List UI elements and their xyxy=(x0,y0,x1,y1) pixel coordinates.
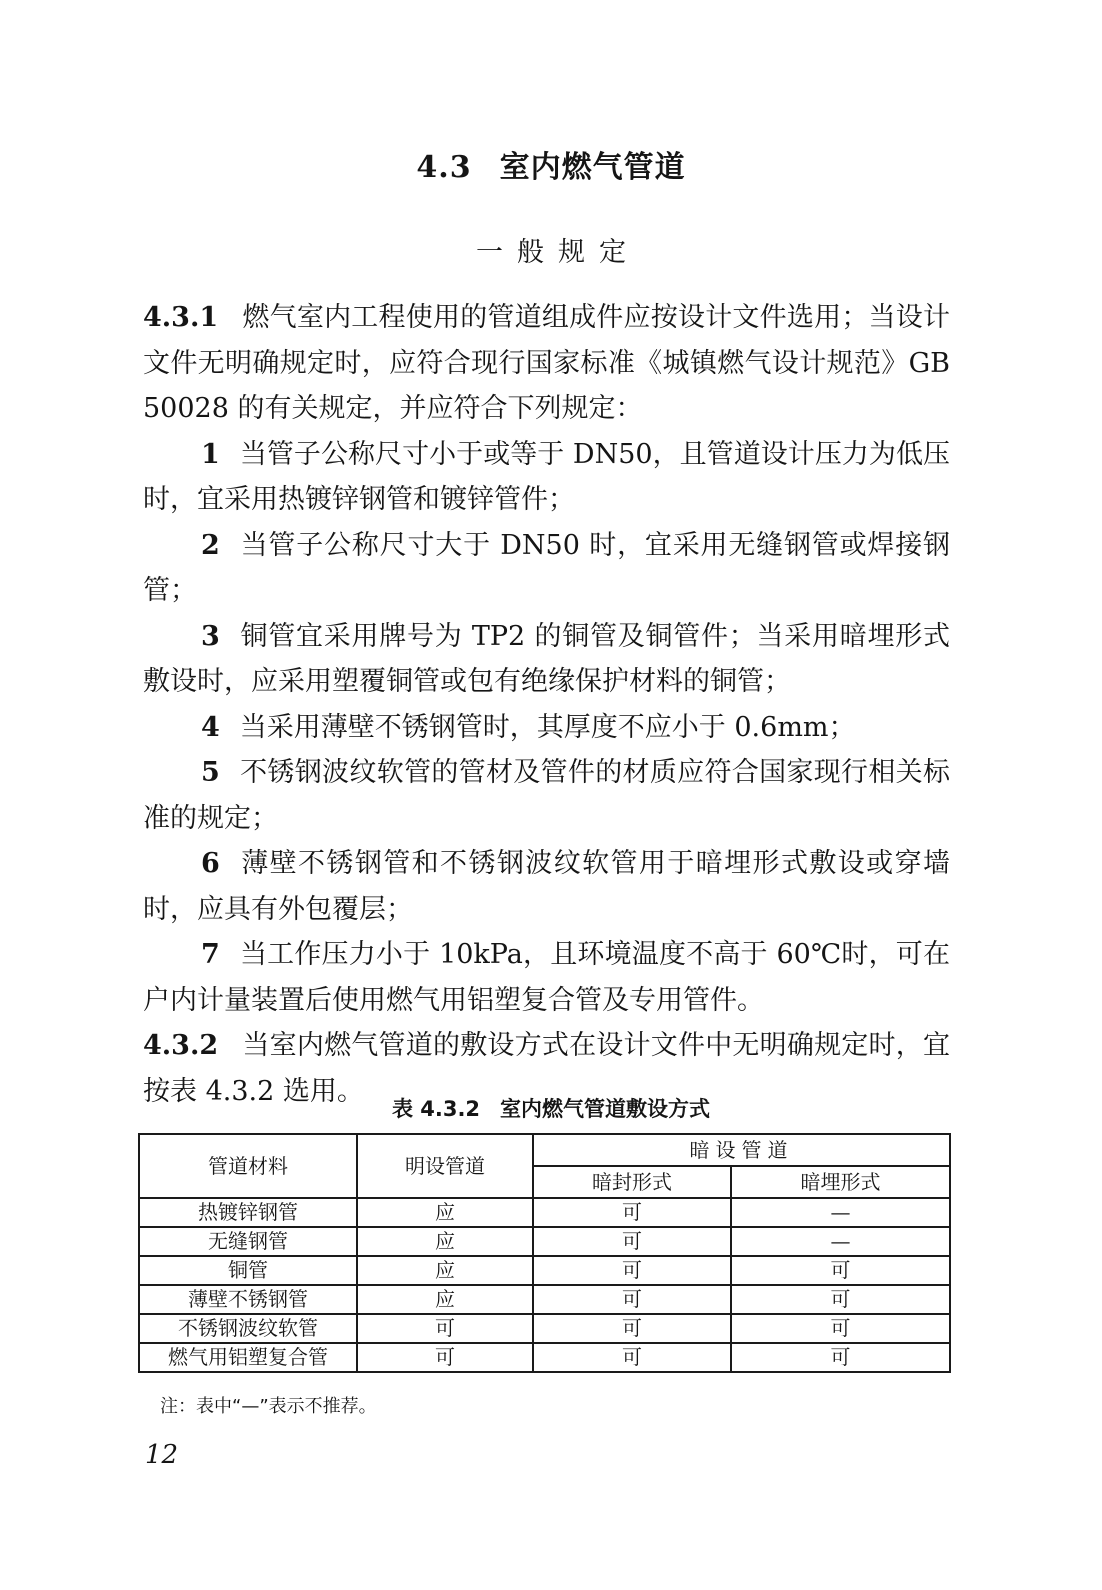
header-concealed: 暗设管道 xyxy=(533,1134,950,1166)
cell-sealed: 可 xyxy=(533,1256,731,1285)
item-number: 1 xyxy=(201,438,220,470)
cell-material: 无缝钢管 xyxy=(139,1227,357,1256)
body-text xyxy=(143,295,950,1114)
cell-exposed: 应 xyxy=(357,1285,533,1314)
clause-number: 4.3.1 xyxy=(143,302,219,333)
cell-material: 薄壁不锈钢管 xyxy=(139,1285,357,1314)
cell-material: 热镀锌钢管 xyxy=(139,1198,357,1227)
cell-sealed: 可 xyxy=(533,1314,731,1343)
list-item xyxy=(143,432,950,523)
clause-text: 当室内燃气管道的敷设方式在设计文件中无明确规定时，宜按表 4.3.2 选用。 xyxy=(143,1030,950,1107)
item-text: 铜管宜采用牌号为 TP2 的铜管及铜管件；当采用暗埋形式敷设时，应采用塑覆铜管或包有绝缘保护材料的铜管； xyxy=(143,620,950,697)
item-text: 当采用薄壁不锈钢管时，其厚度不应小于 0.6mm； xyxy=(239,711,856,743)
cell-sealed: 可 xyxy=(533,1198,731,1227)
cell-buried: — xyxy=(731,1198,950,1227)
table-row xyxy=(139,1314,950,1343)
list-item xyxy=(143,841,950,932)
cell-sealed: 可 xyxy=(533,1227,731,1256)
table-row xyxy=(139,1227,950,1256)
table-caption xyxy=(0,1093,1102,1123)
cell-sealed: 可 xyxy=(533,1343,731,1372)
section-number: 4.3 xyxy=(416,150,472,185)
cell-material: 燃气用铝塑复合管 xyxy=(139,1343,357,1372)
item-text: 当管子公称尺寸小于或等于 DN50，且管道设计压力为低压时，宜采用热镀锌钢管和镀锌管件； xyxy=(143,438,950,515)
installation-method-table xyxy=(138,1133,951,1373)
clause-text: 燃气室内工程使用的管道组成件应按设计文件选用；当设计文件无明确规定时，应符合现行国家标准《城镇燃气设计规范》GB 50028 的有关规定，并应符合下列规定： xyxy=(143,302,950,424)
section-heading xyxy=(0,142,1102,186)
cell-buried: 可 xyxy=(731,1314,950,1343)
item-text: 当工作压力小于 10kPa，且环境温度不高于 60℃时，可在户内计量装置后使用燃气用铝塑复合管及专用管件。 xyxy=(143,939,950,1016)
table-row xyxy=(139,1256,950,1285)
header-buried: 暗埋形式 xyxy=(731,1166,950,1198)
item-number: 6 xyxy=(201,848,220,879)
item-number: 5 xyxy=(201,757,220,788)
page-number: 12 xyxy=(145,1440,179,1470)
cell-buried: 可 xyxy=(731,1256,950,1285)
section-title: 室内燃气管道 xyxy=(499,150,686,185)
table-row xyxy=(139,1198,950,1227)
cell-buried: 可 xyxy=(731,1285,950,1314)
cell-exposed: 应 xyxy=(357,1198,533,1227)
cell-material: 不锈钢波纹软管 xyxy=(139,1314,357,1343)
cell-sealed: 可 xyxy=(533,1285,731,1314)
item-text: 当管子公称尺寸大于 DN50 时，宜采用无缝钢管或焊接钢管； xyxy=(143,529,950,606)
cell-exposed: 应 xyxy=(357,1256,533,1285)
table-row xyxy=(139,1285,950,1314)
item-number: 2 xyxy=(201,529,220,561)
table-row xyxy=(139,1343,950,1372)
clause-number: 4.3.2 xyxy=(143,1030,219,1061)
table-caption-number: 表 4.3.2 xyxy=(391,1097,481,1121)
cell-buried: 可 xyxy=(731,1343,950,1372)
list-item xyxy=(143,750,950,841)
cell-exposed: 应 xyxy=(357,1227,533,1256)
cell-material: 铜管 xyxy=(139,1256,357,1285)
table-caption-title: 室内燃气管道敷设方式 xyxy=(500,1097,711,1121)
list-item xyxy=(143,932,950,1023)
header-material: 管道材料 xyxy=(139,1134,357,1198)
clause-4-3-1 xyxy=(143,295,950,432)
list-item xyxy=(143,523,950,614)
cell-buried: — xyxy=(731,1227,950,1256)
list-item xyxy=(143,614,950,705)
cell-exposed: 可 xyxy=(357,1343,533,1372)
item-number: 7 xyxy=(201,939,220,970)
cell-exposed: 可 xyxy=(357,1314,533,1343)
header-sealed: 暗封形式 xyxy=(533,1166,731,1198)
item-number: 3 xyxy=(201,620,220,652)
item-text: 不锈钢波纹软管的管材及管件的材质应符合国家现行相关标准的规定； xyxy=(143,757,950,834)
subsection-heading: 一般规定 xyxy=(476,237,640,268)
header-exposed: 明设管道 xyxy=(357,1134,533,1198)
item-number: 4 xyxy=(201,711,220,743)
list-item xyxy=(143,705,950,751)
item-text: 薄壁不锈钢管和不锈钢波纹软管用于暗埋形式敷设或穿墙时，应具有外包覆层； xyxy=(143,848,950,925)
table-note: 注：表中“—”表示不推荐。 xyxy=(160,1396,377,1417)
